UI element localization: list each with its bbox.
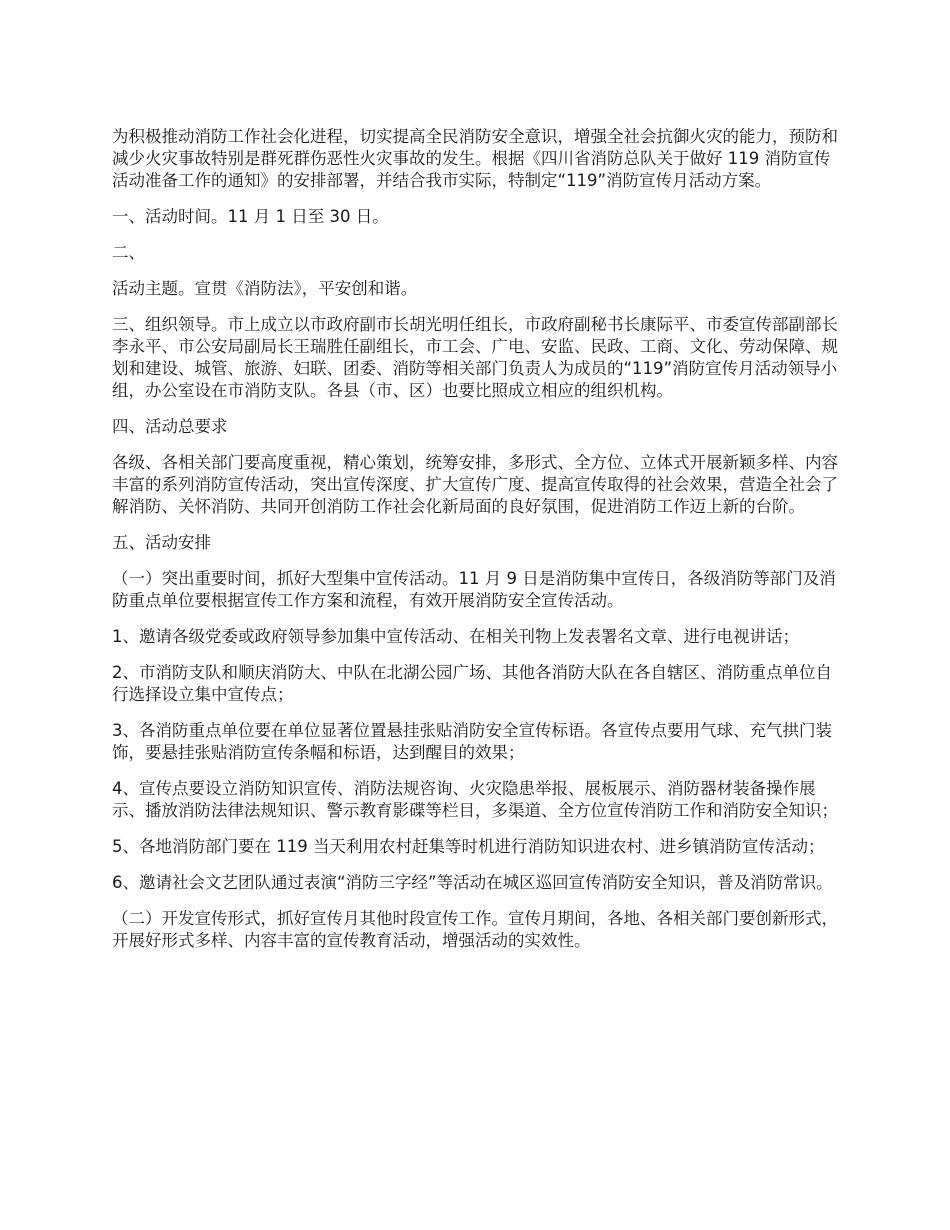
section-activity-time: 一、活动时间。11 月 1 日至 30 日。 [112,207,389,226]
list-item: 6、邀请社会文艺团队通过表演“消防三字经”等活动在城区巡回宣传消防安全知识，普及消防常识。 [112,873,833,892]
list-item: 4、宣传点要设立消防知识宣传、消防法规咨询、火灾隐患举报、展板展示、消防器材装备操作展示、播放消防法律法规知识、警示教育影碟等栏目，多渠道、全方位宣传消防工作和消防安全知识； [112,779,838,820]
section-activity-theme: 活动主题。宣贯《消防法》，平安创和谐。 [112,279,418,298]
section-organization: 三、组织领导。市上成立以市政府副市长胡光明任组长，市政府副秘书长康际平、市委宣传部副部长李永平、市公安局副局长王瑞胜任副组长，市工会、广电、安监、民政、工商、文化、劳动保障、规划和建设、城管、旅游、妇联、团委、消防等相关部门负责人为成员的“119”消防宣传月活动领导小组，办公室设在市消防支队。各县（市、区）也要比照成立相应的组织机构。 [112,315,838,400]
intro-paragraph: 为积极推动消防工作社会化进程，切实提高全民消防安全意识，增强全社会抗御火灾的能力，预防和减少火灾事故特别是群死群伤恶性火灾事故的发生。根据《四川省消防总队关于做好 119 消防宣传活动准备工作的通知》的安排部署，并结合我市实际，特制定“119”消防宣传月活动方案。 [112,127,838,190]
list-item: 3、各消防重点单位要在单位显著位置悬挂张贴消防安全宣传标语。各宣传点要用气球、充气拱门装饰，要悬挂张贴消防宣传条幅和标语，达到醒目的效果； [112,721,832,762]
arrangement-part-two: （二）开发宣传形式，抓好宣传月其他时段宣传工作。宣传月期间，各地、各相关部门要创新形式，开展好形式多样、内容丰富的宣传教育活动，增强活动的实效性。 [112,909,838,950]
document-body [112,126,842,966]
list-item: 1、邀请各级党委或政府领导参加集中宣传活动、在相关刊物上发表署名文章、进行电视讲话； [112,627,799,646]
section-requirements-heading: 四、活动总要求 [112,417,228,436]
arrangement-part-one: （一）突出重要时间，抓好大型集中宣传活动。11 月 9 日是消防集中宣传日，各级消防等部门及消防重点单位要根据宣传工作方案和流程，有效开展消防安全宣传活动。 [112,569,836,610]
list-item: 5、各地消防部门要在 119 当天利用农村赶集等时机进行消防知识进农村、进乡镇消防宣传活动； [112,837,825,856]
section-arrangement-heading: 五、活动安排 [112,533,211,552]
requirements-paragraph: 各级、各相关部门要高度重视，精心策划，统筹安排，多形式、全方位、立体式开展新颖多样、内容丰富的系列消防宣传活动，突出宣传深度、扩大宣传广度、提高宣传取得的社会效果，营造全社会了解消防、关怀消防、共同开创消防工作社会化新局面的良好氛围，促进消防工作迈上新的台阶。 [112,453,838,516]
list-item: 2、市消防支队和顺庆消防大、中队在北湖公园广场、其他各消防大队在各自辖区、消防重点单位自行选择设立集中宣传点； [112,663,832,704]
section-two-heading: 二、 [112,243,145,262]
